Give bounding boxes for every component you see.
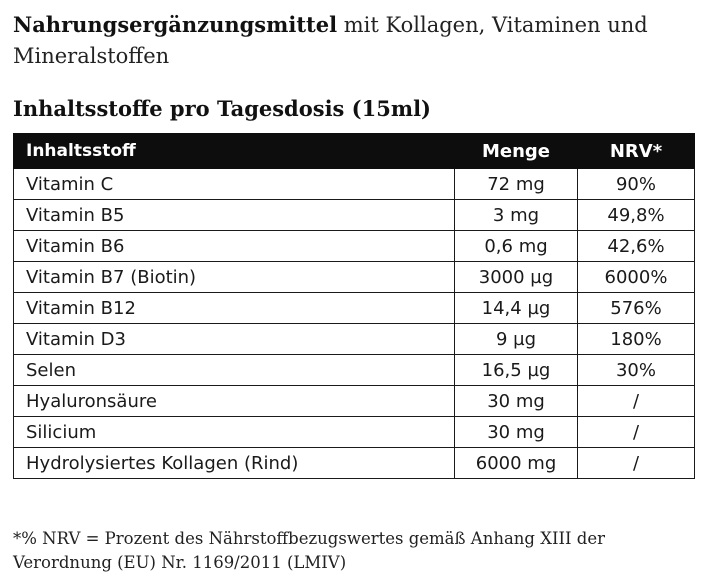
ingredient-amount: 9 µg xyxy=(455,324,578,355)
ingredient-name: Vitamin B6 xyxy=(14,231,455,262)
ingredient-nrv: 49,8% xyxy=(578,200,695,231)
ingredient-nrv: 42,6% xyxy=(578,231,695,262)
table-row xyxy=(14,169,695,200)
ingredient-amount: 30 mg xyxy=(455,417,578,448)
table-row xyxy=(14,262,695,293)
ingredient-name: Vitamin B7 (Biotin) xyxy=(14,262,455,293)
table-row xyxy=(14,200,695,231)
column-header-amount: Menge xyxy=(455,134,578,169)
ingredient-nrv: / xyxy=(578,417,695,448)
ingredient-name: Vitamin C xyxy=(14,169,455,200)
product-description xyxy=(13,9,693,72)
ingredient-amount: 6000 mg xyxy=(455,448,578,479)
table-row xyxy=(14,355,695,386)
table-row xyxy=(14,386,695,417)
table-row xyxy=(14,324,695,355)
table-row xyxy=(14,231,695,262)
ingredient-nrv: 90% xyxy=(578,169,695,200)
nrv-footnote: *% NRV = Prozent des Nährstoffbezugswertes gemäß Anhang XIII der Verordnung (EU) Nr. 1169/2011 (LMIV) xyxy=(13,529,605,572)
ingredient-amount: 16,5 µg xyxy=(455,355,578,386)
column-header-nrv: NRV* xyxy=(578,134,695,169)
ingredient-nrv: 6000% xyxy=(578,262,695,293)
ingredient-amount: 30 mg xyxy=(455,386,578,417)
ingredient-nrv: 180% xyxy=(578,324,695,355)
ingredient-nrv: 30% xyxy=(578,355,695,386)
ingredient-name: Hydrolysiertes Kollagen (Rind) xyxy=(14,448,455,479)
section-heading: Inhaltsstoffe pro Tagesdosis (15ml) xyxy=(13,96,431,121)
table-row xyxy=(14,417,695,448)
table-row xyxy=(14,448,695,479)
table-header-row xyxy=(14,134,695,169)
ingredient-nrv: 576% xyxy=(578,293,695,324)
ingredient-name: Silicium xyxy=(14,417,455,448)
product-description-rest: mit Kollagen, Vitaminen und Mineralstoffen xyxy=(13,13,648,68)
ingredient-name: Vitamin B12 xyxy=(14,293,455,324)
table-row xyxy=(14,293,695,324)
ingredient-name: Vitamin D3 xyxy=(14,324,455,355)
ingredients-table xyxy=(13,133,695,479)
ingredient-amount: 3 mg xyxy=(455,200,578,231)
ingredient-amount: 14,4 µg xyxy=(455,293,578,324)
ingredient-name: Selen xyxy=(14,355,455,386)
column-header-ingredient: Inhaltsstoff xyxy=(14,134,455,169)
ingredient-amount: 0,6 mg xyxy=(455,231,578,262)
ingredient-amount: 3000 µg xyxy=(455,262,578,293)
ingredient-nrv: / xyxy=(578,448,695,479)
ingredient-name: Vitamin B5 xyxy=(14,200,455,231)
ingredient-nrv: / xyxy=(578,386,695,417)
product-type: Nahrungsergänzungsmittel xyxy=(13,12,338,37)
ingredient-amount: 72 mg xyxy=(455,169,578,200)
ingredient-name: Hyaluronsäure xyxy=(14,386,455,417)
